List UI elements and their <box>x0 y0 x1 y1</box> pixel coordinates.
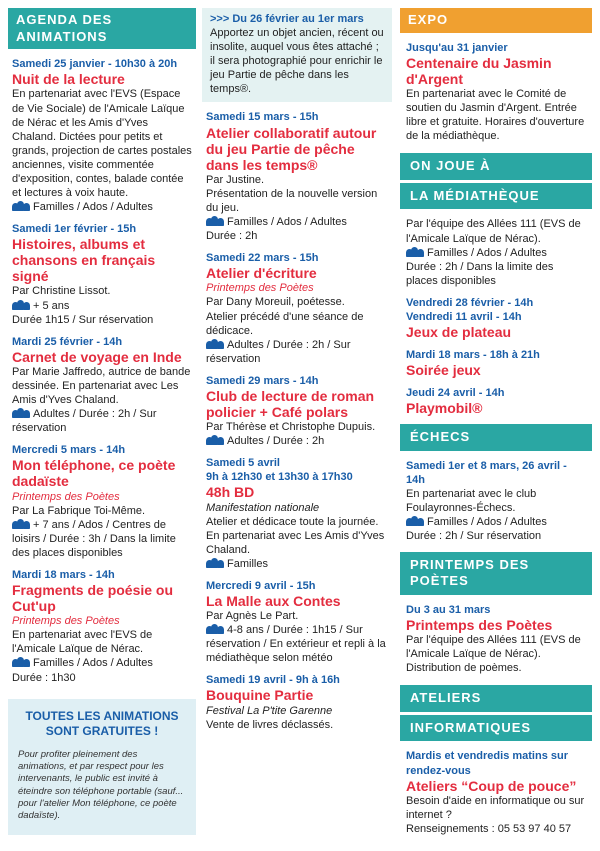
event-date: Jeudi 24 avril - 14h <box>406 387 505 400</box>
people-icon <box>12 408 30 418</box>
event-public: Familles / Ados / Adultes <box>427 516 547 529</box>
event-title: Histoires, albums et chansons en français signé <box>12 236 156 285</box>
event-date-2: Vendredi 11 avril - 14h <box>406 310 522 323</box>
event-title: Carnet de voyage en Inde <box>12 348 182 365</box>
event-date: Samedi 1er et 8 mars, 26 avril - 14h <box>406 460 567 487</box>
event-extra: Durée 1h15 / Sur réservation <box>12 313 154 326</box>
joue-header-1: ON JOUE À <box>400 153 592 180</box>
ateliers-header-1: ATELIERS <box>400 685 592 712</box>
event-expo <box>400 41 592 144</box>
event-atelier-collaboratif <box>202 110 392 243</box>
free-notice <box>8 699 196 835</box>
event-title: Bouquine Partie <box>206 687 314 704</box>
event-title: Nuit de la lecture <box>12 71 125 88</box>
event-title: Printemps des Poètes <box>406 616 553 633</box>
event-ateliers <box>400 749 592 835</box>
people-icon <box>12 201 30 211</box>
event-title: Fragments de poésie ou Cut'up <box>12 582 174 615</box>
event-desc: Atelier et dédicace toute la journée. En partenariat avec Les Amis d'Yves Chaland. <box>206 515 385 556</box>
event-title: Playmobil® <box>406 400 483 417</box>
event-contact: Renseignements : 05 53 97 40 57 <box>406 822 572 835</box>
column-agenda-1 <box>8 8 196 835</box>
event-title: Atelier d'écriture <box>206 265 317 282</box>
people-icon <box>206 558 224 568</box>
event-date: Samedi 1er février - 15h <box>12 223 137 236</box>
event-subtitle: Printemps des Poètes <box>12 490 120 503</box>
event-public: Familles / Ados / Adultes <box>33 201 153 214</box>
event-desc: En partenariat avec le club Foulayronnes-Échecs. <box>406 488 537 515</box>
agenda-header: AGENDA DES ANIMATIONS <box>8 8 196 49</box>
event-subtitle: Printemps des Poètes <box>206 282 314 295</box>
ateliers-header-group <box>400 685 592 741</box>
event-date: Samedi 25 janvier - 10h30 à 20h <box>12 58 178 71</box>
event-malle-contes <box>202 579 392 665</box>
event-date: Vendredi 28 février - 14h <box>406 296 534 309</box>
event-club-lecture <box>202 374 392 448</box>
event-date: Mardi 18 mars - 14h <box>12 568 115 581</box>
event-extra: Durée : 2h / Dans la limite des places disponibles <box>406 260 554 287</box>
event-desc: Besoin d'aide en informatique ou sur internet ? <box>406 794 585 821</box>
joue-intro <box>400 217 592 287</box>
event-public: Familles / Ados / Adultes <box>33 657 153 670</box>
event-by: Par Agnès Le Part. <box>206 610 299 623</box>
people-icon <box>206 339 224 349</box>
event-desc: Apportez un objet ancien, récent ou insolite, auquel vous êtes attaché ; il sera photographié pour enrichir le jeu Partie de pêche dans les temps®. <box>210 27 384 96</box>
event-playmobil <box>400 386 592 416</box>
event-bouquine-partie <box>202 673 392 731</box>
event-public: + 5 ans <box>33 299 70 312</box>
ateliers-header-2: INFORMATIQUES <box>400 715 592 742</box>
event-desc: En partenariat avec le Comité de soutien du Jasmin d'Argent. Entrée libre et gratuite. Horaires d'ouverture de la médiathèque. <box>406 87 585 143</box>
expo-header: EXPO <box>400 8 592 33</box>
event-subtitle: Printemps des Poètes <box>12 615 120 628</box>
event-extra: Durée : 2h / Sur réservation <box>406 530 542 543</box>
event-atelier-ecriture <box>202 251 392 366</box>
event-echecs <box>400 459 592 543</box>
event-title: 48h BD <box>206 484 255 501</box>
event-title: Ateliers “Coup de pouce” <box>406 777 577 794</box>
notice-title: TOUTES LES ANIMATIONS SONT GRATUITES ! <box>25 708 179 738</box>
event-public: 4-8 ans / Durée : 1h15 / Sur réservation / En extérieur et repli à la médiathèque selon météo <box>206 624 386 665</box>
event-public: + 7 ans / Ados / Centres de loisirs / Durée : 3h / Dans la limite des places disponibles <box>12 518 176 559</box>
event-date: Samedi 29 mars - 14h <box>206 374 319 387</box>
event-nuit-lecture <box>8 57 196 214</box>
event-desc: Atelier précédé d'une séance de dédicace. <box>206 310 364 337</box>
event-italic: Festival La P'tite Garenne <box>206 704 333 717</box>
event-date: Mardi 25 février - 14h <box>12 335 123 348</box>
event-extra: Durée : 1h30 <box>12 671 76 684</box>
event-jeux-plateau <box>400 296 592 340</box>
event-title: Centenaire du Jasmin d'Argent <box>406 54 552 87</box>
echecs-header: ÉCHECS <box>400 424 592 451</box>
people-icon <box>206 216 224 226</box>
event-by: Par Christine Lissot. <box>12 285 111 298</box>
event-title: La Malle aux Contes <box>206 593 341 609</box>
event-desc: Présentation de la nouvelle version du jeu. <box>206 187 378 214</box>
event-extra: Durée : 2h <box>206 230 258 243</box>
event-title: Club de lecture de roman policier + Café polars <box>206 387 375 421</box>
people-icon <box>12 519 30 529</box>
event-date: Mercredi 9 avril - 15h <box>206 579 316 592</box>
event-by: Par Thérèse et Christophe Dupuis. <box>206 421 376 434</box>
event-desc: En partenariat avec l'EVS de l'Amicale Laïque de Nérac. <box>12 629 153 656</box>
event-48h-bd <box>202 456 392 571</box>
event-public: Adultes / Durée : 2h <box>227 435 325 448</box>
event-histoires <box>8 222 196 327</box>
column-side <box>400 8 592 836</box>
event-desc: Par l'équipe des Allées 111 (EVS de l'Amicale Laïque de Nérac). Distribution de poèmes. <box>406 633 581 675</box>
people-icon <box>406 247 424 257</box>
event-italic: Manifestation nationale <box>206 501 320 514</box>
joue-header-group <box>400 153 592 209</box>
people-icon <box>12 657 30 667</box>
event-date: Mercredi 5 mars - 14h <box>12 444 126 457</box>
event-date: Samedi 15 mars - 15h <box>206 111 319 124</box>
event-soiree-jeux <box>400 348 592 378</box>
event-carnet-voyage <box>8 335 196 436</box>
event-date: Du 3 au 31 mars <box>406 603 491 616</box>
event-date: Mardis et vendredis matins sur rendez-vous <box>406 750 568 777</box>
event-by: Par Justine. <box>206 173 265 186</box>
event-public: Familles / Ados / Adultes <box>427 246 547 259</box>
printemps-header: PRINTEMPS DES POÈTES <box>400 552 592 595</box>
notice-body: Pour profiter pleinement des animations, et par respect pour les intervenants, le public est invité à éteindre son téléphone portable (sauf... pour l'atelier Mon téléphone, ce poète dadaïste). <box>18 748 184 822</box>
event-date: Samedi 19 avril - 9h à 16h <box>206 674 340 687</box>
event-by: Par Dany Moreuil, poétesse. <box>206 296 345 309</box>
event-title: Atelier collaboratif autour du jeu Partie de pêche dans les temps® <box>206 124 377 173</box>
collect-box <box>202 8 392 102</box>
event-public: Familles / Ados / Adultes <box>227 216 347 229</box>
event-date: Samedi 5 avril <box>206 457 280 470</box>
event-public: Familles <box>227 557 268 570</box>
people-icon <box>12 300 30 310</box>
column-agenda-2 <box>202 8 392 732</box>
event-desc: Par Marie Jaffredo, autrice de bande dessinée. En partenariat avec Les Amis d'Yves Chaland. <box>12 365 191 407</box>
event-mon-telephone <box>8 443 196 560</box>
event-desc: Par l'équipe des Allées 111 (EVS de l'Amicale Laïque de Nérac). <box>406 218 581 245</box>
event-date: Mardi 18 mars - 18h à 21h <box>406 349 540 362</box>
event-date: Jusqu'au 31 janvier <box>406 41 508 54</box>
event-date: >>> Du 26 février au 1er mars <box>210 13 364 25</box>
people-icon <box>406 516 424 526</box>
event-public: Adultes / Durée : 2h / Sur réservation <box>12 408 157 435</box>
people-icon <box>206 624 224 634</box>
event-desc: En partenariat avec l'EVS (Espace de Vie Sociale) de l'Amicale Laïque de Nérac et les Amis d'Yves Chaland. Dictées pour petits et grands, projection de cartes postales anciennes, visite commentée d'exposition, contes, balade contée et lectures à voix haute. <box>12 88 192 199</box>
event-time: 9h à 12h30 et 13h30 à 17h30 <box>206 471 353 484</box>
event-by: Par La Fabrique Toi-Même. <box>12 504 146 517</box>
event-title: Jeux de plateau <box>406 324 512 340</box>
event-title: Soirée jeux <box>406 362 481 379</box>
joue-header-2: LA MÉDIATHÈQUE <box>400 183 592 210</box>
event-printemps <box>400 603 592 675</box>
event-date: Samedi 22 mars - 15h <box>206 252 319 265</box>
people-icon <box>206 435 224 445</box>
event-public: Adultes / Durée : 2h / Sur réservation <box>206 338 351 365</box>
event-desc: Vente de livres déclassés. <box>206 718 334 731</box>
event-title: Mon téléphone, ce poète dadaïste <box>12 457 176 490</box>
event-fragments-poesie <box>8 568 196 685</box>
